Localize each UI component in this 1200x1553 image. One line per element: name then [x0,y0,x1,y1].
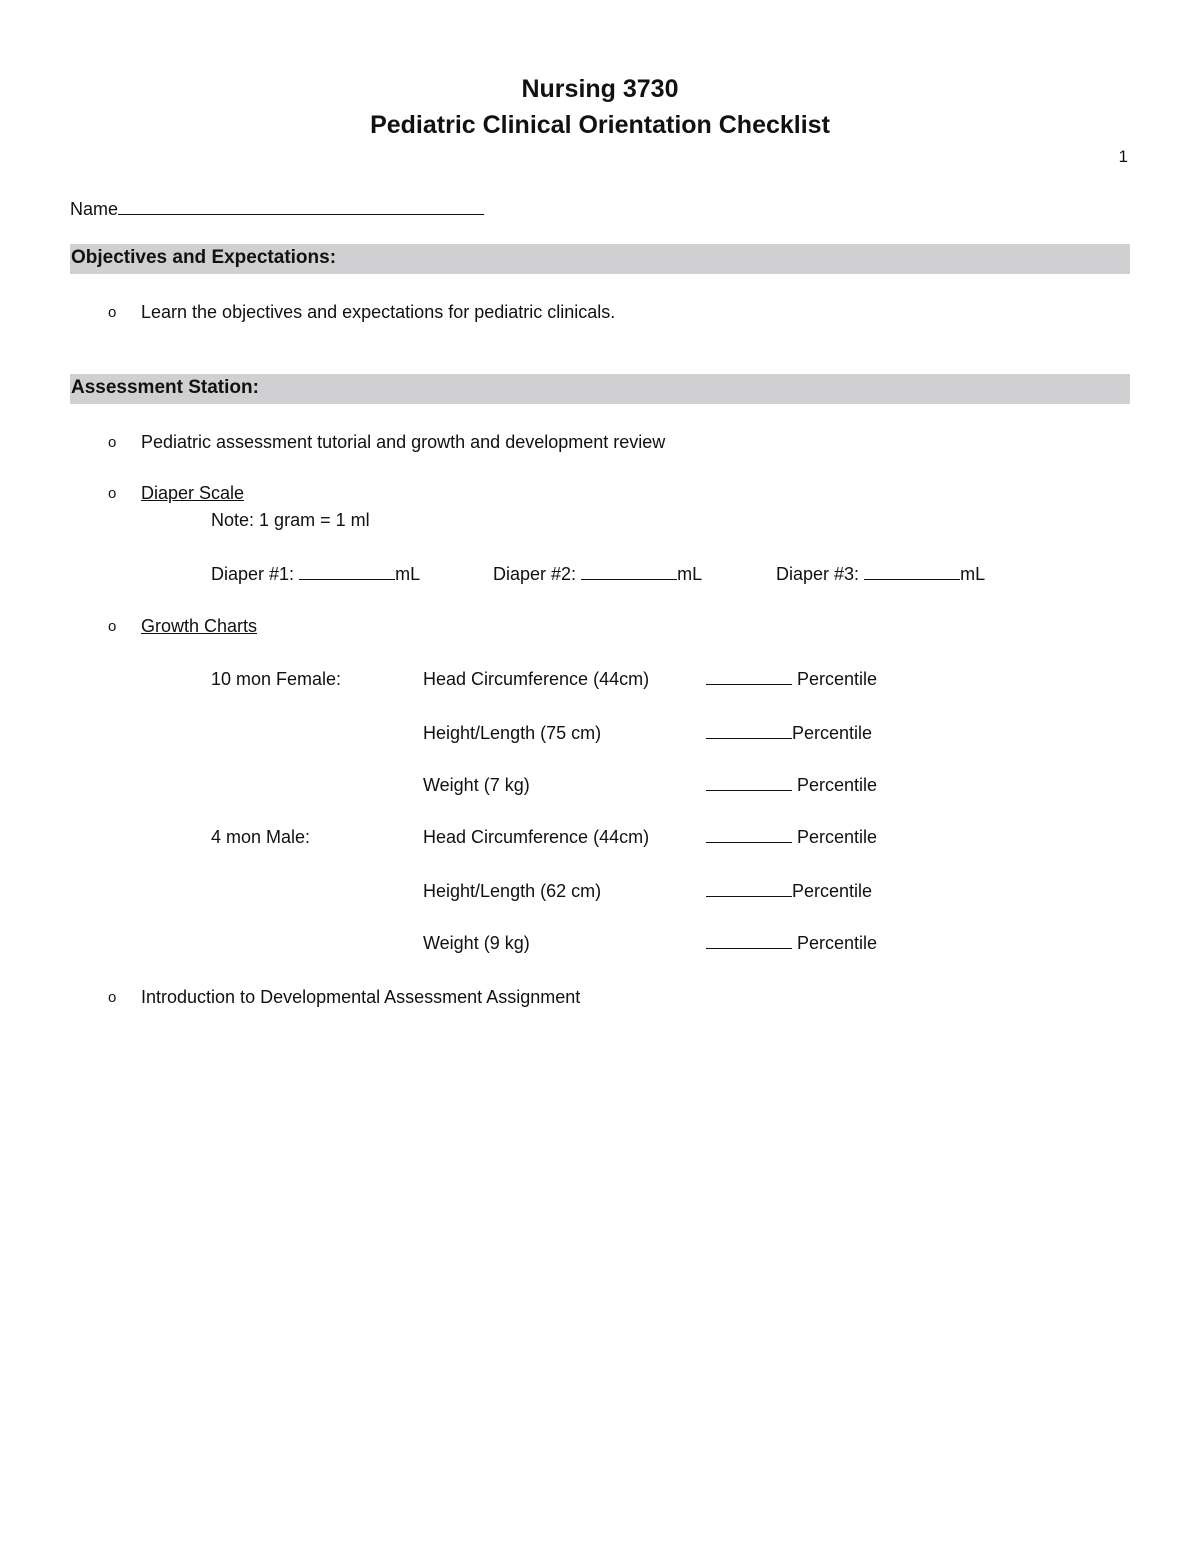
bullet-icon: o [108,485,117,502]
percentile-blank[interactable] [706,841,792,843]
percentile-blank[interactable] [706,947,792,949]
diaper-3-label: Diaper #3: [776,564,860,584]
course-title: Nursing 3730 [521,75,679,103]
measure-label: Weight (9 kg) [423,933,530,953]
bullet-icon: o [108,618,117,635]
percentile-field[interactable] [706,933,877,954]
bullet-icon: o [108,434,117,451]
name-blank[interactable] [118,213,484,215]
percentile-field[interactable] [706,723,872,744]
diaper-1-blank[interactable] [299,578,395,580]
diaper-2-blank[interactable] [581,578,677,580]
objectives-section-bar [70,244,1130,274]
percentile-field[interactable] [706,775,877,796]
assessment-section-bar [70,374,1130,404]
measure-label: Height/Length (75 cm) [423,723,602,743]
note-label: Note: [211,510,255,530]
diaper-note [211,510,370,531]
diaper-2-unit: mL [677,564,703,584]
percentile-label: Percentile [797,933,878,953]
diaper-1-unit: mL [395,564,421,584]
diaper-3-unit: mL [960,564,986,584]
measure-label: Head Circumference (44cm) [423,669,650,689]
percentile-label: Percentile [797,775,878,795]
percentile-field[interactable] [706,669,877,690]
bullet-icon: o [108,989,117,1006]
percentile-label: Percentile [792,723,873,743]
objectives-heading: Objectives and Expectations: [71,247,337,268]
percentile-blank[interactable] [706,683,792,685]
percentile-blank[interactable] [706,737,792,739]
percentile-blank[interactable] [706,789,792,791]
diaper-1-field[interactable] [211,564,420,585]
bullet-icon: o [108,304,117,321]
developmental-item: Introduction to Developmental Assessment Assignment [141,987,581,1007]
patient-label: 4 mon Male: [211,827,311,847]
patient-label: 10 mon Female: [211,669,342,689]
page-number: 1 [1118,147,1128,166]
diaper-scale-label: Diaper Scale [141,483,245,503]
objective-item: Learn the objectives and expectations for pediatric clinicals. [141,302,616,322]
percentile-field[interactable] [706,881,872,902]
note-value: 1 gram = 1 ml [259,510,370,530]
diaper-2-field[interactable] [493,564,702,585]
percentile-label: Percentile [792,881,873,901]
assessment-heading: Assessment Station: [71,377,259,398]
growth-charts-label: Growth Charts [141,616,258,636]
page-title: Pediatric Clinical Orientation Checklist [370,111,830,139]
measure-label: Height/Length (62 cm) [423,881,602,901]
tutorial-item: Pediatric assessment tutorial and growth and development review [141,432,666,452]
percentile-label: Percentile [797,827,878,847]
percentile-blank[interactable] [706,895,792,897]
name-field[interactable] [70,199,484,220]
measure-label: Head Circumference (44cm) [423,827,650,847]
diaper-3-blank[interactable] [864,578,960,580]
percentile-field[interactable] [706,827,877,848]
diaper-2-label: Diaper #2: [493,564,577,584]
percentile-label: Percentile [797,669,878,689]
diaper-1-label: Diaper #1: [211,564,295,584]
name-label: Name [70,199,119,219]
measure-label: Weight (7 kg) [423,775,530,795]
diaper-3-field[interactable] [776,564,985,585]
